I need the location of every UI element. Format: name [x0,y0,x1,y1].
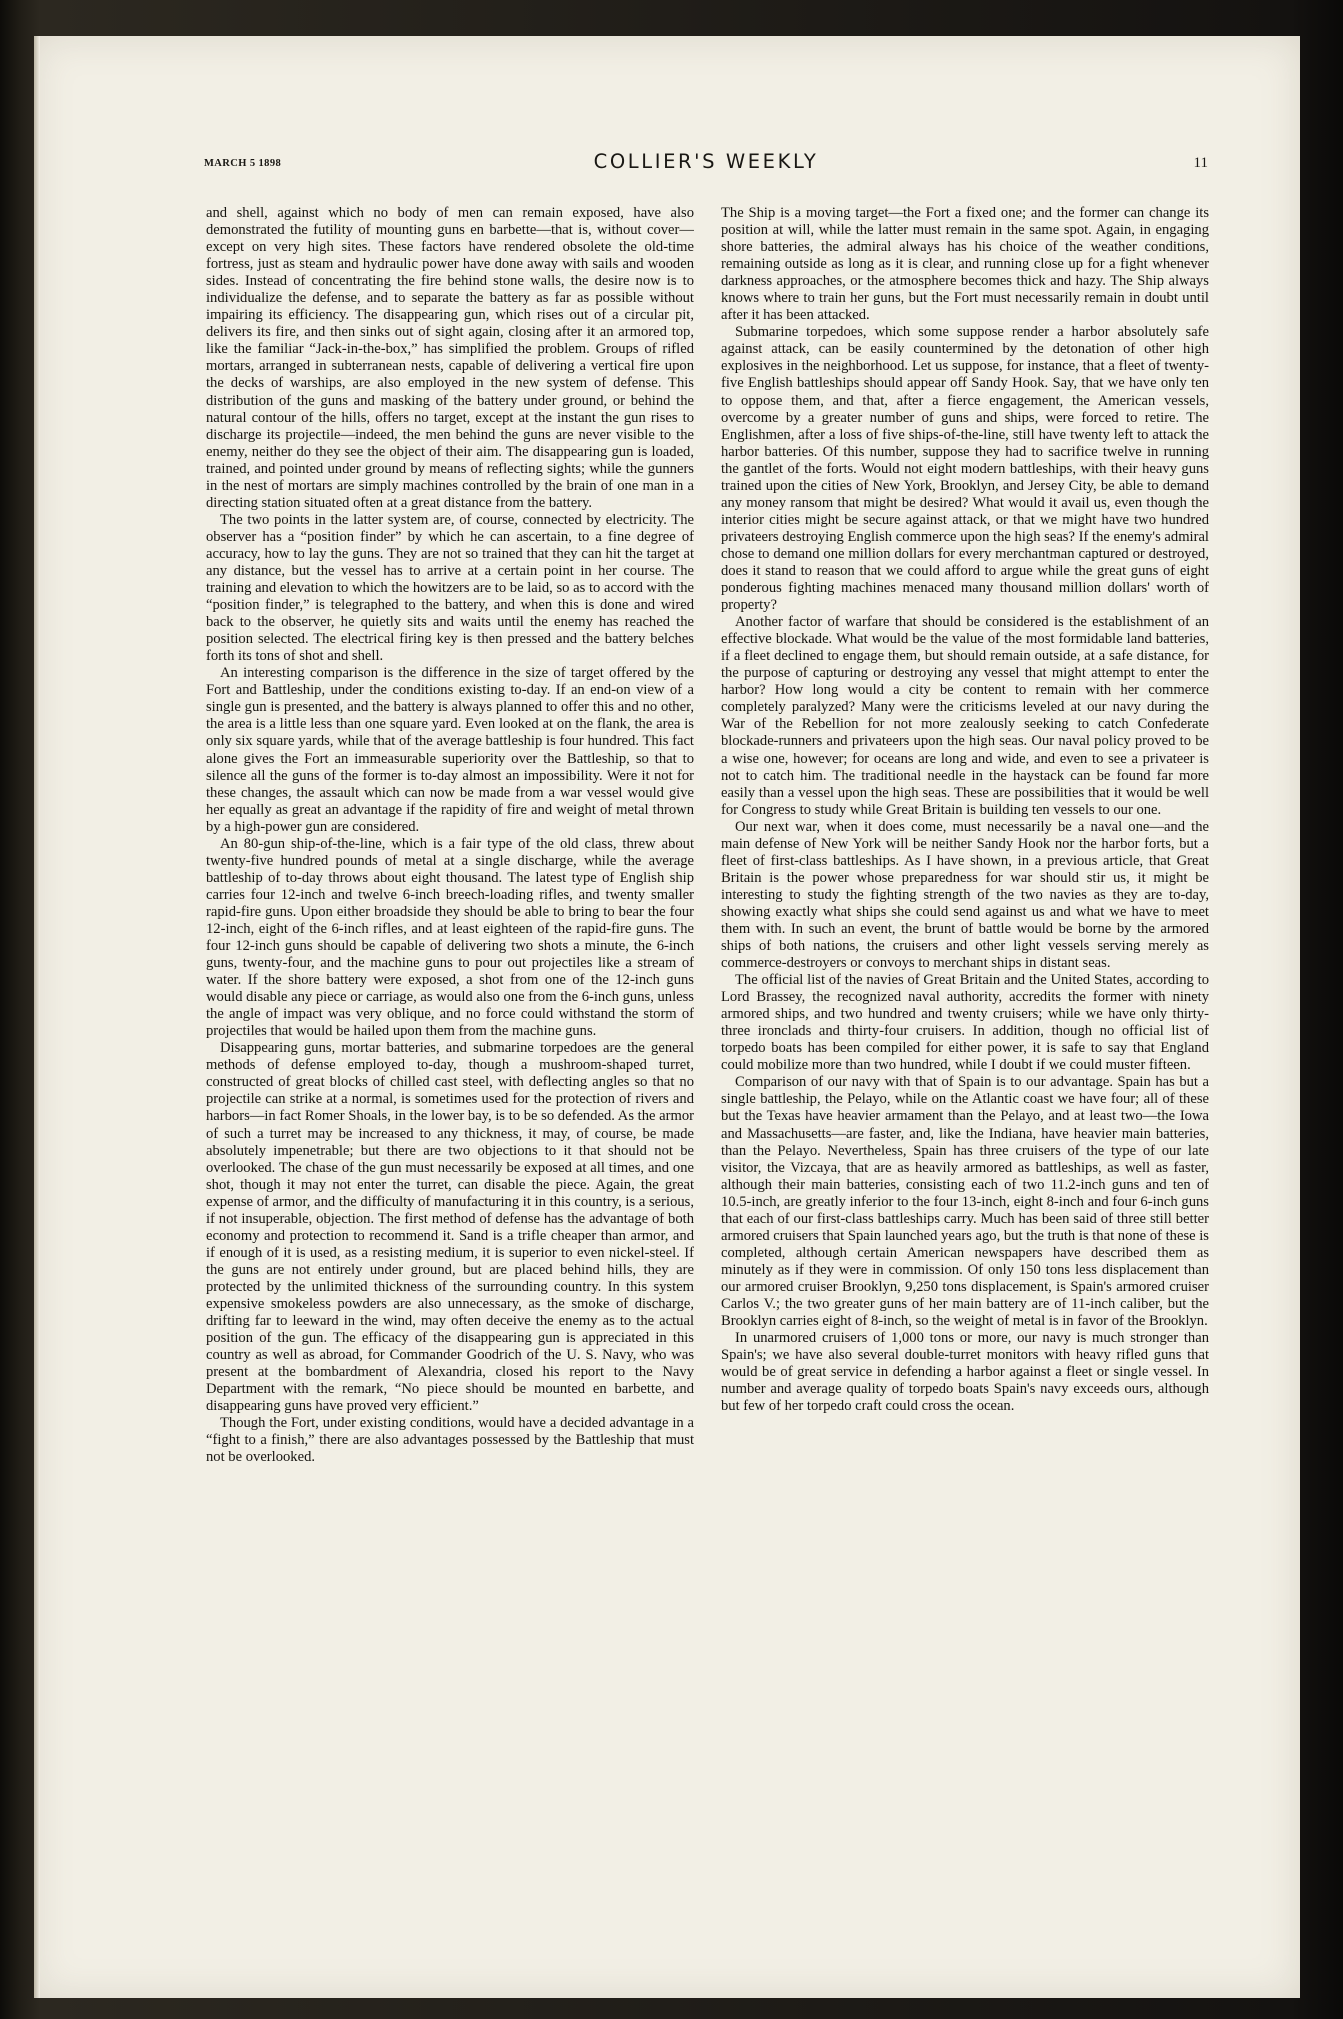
page-header [204,150,1208,178]
paragraph: In unarmored cruisers of 1,000 tons or more, our navy is much stronger than Spain's; we have also several double-turret monitors with heavy rifled guns that would be of great service in defending a harbor against a fleet or single vessel. In number and average quality of torpedo boats Spain's navy exceeds ours, although but few of her torpedo craft could cross the ocean. [721,1330,1209,1415]
right-column [721,205,1209,1845]
paragraph: The Ship is a moving target—the Fort a fixed one; and the former can change its position at will, while the latter must remain in the same spot. Again, in engaging shore batteries, the admiral always has his choice of the weather conditions, remaining outside as long as it is clear, and running close up for a fight whenever darkness approaches, or the atmosphere becomes thick and hazy. The Ship always knows where to train her guns, but the Fort must necessarily remain in doubt until after it has been attacked. [721,205,1209,324]
masthead-title: COLLIER'S WEEKLY [593,150,819,173]
paragraph: Submarine torpedoes, which some suppose render a harbor absolutely safe against attack, can be easily countermined by the detonation of other high explosives in the neighborhood. Let us suppose, for instance, that a fleet of twenty-five English battleships should appear off Sandy Hook. Say, that we have only ten to oppose them, and that, after a fierce engagement, the American vessels, overcome by a greater number of guns and ships, were forced to retire. The Englishmen, after a loss of five ships-of-the-line, still have twenty left to attack the harbor batteries. Of this number, suppose they had to sacrifice twelve in running the gantlet of the forts. Would not eight modern battleships, with their heavy guns trained upon the cities of New York, Brooklyn, and Jersey City, be able to demand any money ransom that might be desired? What would it avail us, even though the interior cities might be secure against attack, or that we might have two hundred privateers destroying English commerce upon the high seas? If the enemy's admiral chose to demand one million dollars for every merchantman captured or destroyed, does it stand to reason that we could afford to argue while the great guns of eight ponderous fighting machines menaced many thousand million dollars' worth of property? [721,324,1209,614]
paragraph: and shell, against which no body of men can remain exposed, have also demonstrated the futility of mounting guns en barbette—that is, without cover—except on very high sites. These factors have rendered obsolete the old-time fortress, just as steam and hydraulic power have done away with sails and wooden sides. Instead of concentrating the fire behind stone walls, the desire now is to individualize the defense, and to separate the battery as far as possible without impairing its efficiency. The disappearing gun, which rises out of a circular pit, delivers its fire, and then sinks out of sight again, closing after it an armored top, like the familiar “Jack-in-the-box,” has simplified the problem. Groups of rifled mortars, arranged in subterranean nests, capable of delivering a vertical fire upon the decks of warships, are also employed in the new system of defense. This distribution of the guns and masking of the battery under ground, or behind the natural contour of the hills, offers no target, except at the instant the gun rises to discharge its projectile—indeed, the men behind the guns are never visible to the enemy, neither do they see the object of their aim. The disappearing gun is loaded, trained, and pointed under ground by means of reflecting sights; while the gunners in the nest of mortars are simply machines controlled by the brain of one man in a directing station situated often at a great distance from the battery. [206,205,694,511]
issue-date: MARCH 5 1898 [204,158,282,169]
paragraph: An interesting comparison is the difference in the size of target offered by the Fort and Battleship, under the conditions existing to-day. If an end-on view of a single gun is presented, and the battery is always planned to offer this and no other, the area is a little less than one square yard. Even looked at on the flank, the area is only six square yards, while that of the average battleship is four hundred. This fact alone gives the Fort an immeasurable superiority over the Battleship, so that to silence all the guns of the former is to-day almost an impossibility. Were it not for these changes, the assault which can now be made from a war vessel would give her equally as great an advantage if the rapidity of fire and weight of metal thrown by a high-power gun are considered. [206,665,694,835]
paragraph: Though the Fort, under existing conditions, would have a decided advantage in a “fight to a finish,” there are also advantages possessed by the Battleship that must not be overlooked. [206,1415,694,1466]
paragraph: The two points in the latter system are, of course, connected by electricity. The observer has a “position finder” by which he can ascertain, to a fine degree of accuracy, how to lay the guns. They are not so trained that they can hit the target at any distance, but the vessel has to arrive at a certain point in her course. The training and elevation to which the howitzers are to be laid, so as to accord with the “position finder,” is telegraphed to the battery, and when this is done and wired back to the observer, he quietly sits and waits until the enemy has reached the position selected. The electrical firing key is then pressed and the battery belches forth its tons of shot and shell. [206,511,694,665]
left-column [206,205,694,1845]
page-binding-edge [34,36,40,1998]
paragraph: Comparison of our navy with that of Spain is to our advantage. Spain has but a single battleship, the Pelayo, while on the Atlantic coast we have four; all of these but the Texas have heavier armament than the Pelayo, and at least two—the Iowa and Massachusetts—are faster, and, like the Indiana, have heavier main batteries, than the Pelayo. Nevertheless, Spain has three cruisers of the type of our late visitor, the Vizcaya, that are as heavily armored as battleships, as well as faster, although their main batteries, consisting each of two 11.2-inch guns and ten of 10.5-inch, are greatly inferior to the four 13-inch, eight 8-inch and four 6-inch guns that each of our first-class battleships carry. Much has been said of three still better armored cruisers that Spain launched years ago, but the truth is that none of these is completed, although certain American newspapers have described them as minutely as if they were in commission. Of only 150 tons less displacement than our armored cruiser Brooklyn, 9,250 tons displacement, is Spain's armored cruiser Carlos V.; the two greater guns of her main battery are of 11-inch caliber, but the Brooklyn carries eight of 8-inch, so the weight of metal is in favor of the Brooklyn. [721,1074,1209,1330]
paragraph: Another factor of warfare that should be considered is the establishment of an effective blockade. What would be the value of the most formidable land batteries, if a fleet declined to engage them, but should remain outside, at a safe distance, for the purpose of capturing or destroying any vessel that might attempt to enter the harbor? How long would a city be content to remain with her commerce completely paralyzed? Many were the criticisms leveled at our navy during the War of the Rebellion for not more zealously seeking to catch Confederate blockade-runners and privateers upon the high seas. Our naval policy proved to be a wise one, however; for oceans are long and wide, and even to see a privateer is not to catch him. The traditional needle in the haystack can be found far more easily than a vessel upon the high seas. These are possibilities that it would be well for Congress to study while Great Britain is building ten vessels to our one. [721,614,1209,818]
paragraph: The official list of the navies of Great Britain and the United States, according to Lord Brassey, the recognized naval authority, accredits the former with ninety armored ships, and two hundred and twenty cruisers; while we have only thirty-three ironclads and thirty-four cruisers. In addition, though no official list of torpedo boats has been compiled for either power, it is safe to say that England could mobilize more than two hundred, while I doubt if we could muster fifteen. [721,972,1209,1074]
paragraph: Disappearing guns, mortar batteries, and submarine torpedoes are the general methods of defense employed to-day, though a mushroom-shaped turret, constructed of great blocks of chilled cast steel, with deflecting angles so that no projectile can strike at a normal, is sometimes used for the protection of rivers and harbors—in fact Romer Shoals, in the lower bay, is to be so defended. As the armor of such a turret may be increased to any thickness, it may, of course, be made absolutely impenetrable; but there are two objections to it that should not be overlooked. The chase of the gun must necessarily be exposed at all times, and one shot, though it may not enter the turret, can disable the piece. Again, the great expense of armor, and the difficulty of manufacturing it in this country, is a serious, if not insuperable, objection. The first method of defense has the advantage of both economy and protection to recommend it. Sand is a trifle cheaper than armor, and if enough of it is used, as a resisting medium, it is superior to even nickel-steel. If the guns are not entirely under ground, but are placed behind hills, they are protected by the unlimited thickness of the surrounding country. In this system expensive smokeless powders are also unnecessary, as the smoke of discharge, drifting far to leeward in the wind, may often deceive the enemy as to the actual position of the gun. The efficacy of the disappearing gun is appreciated in this country as well as abroad, for Commander Goodrich of the U. S. Navy, who was present at the bombardment of Alexandria, closed his report to the Navy Department with the remark, “No piece should be mounted en barbette, and disappearing guns have proved very efficient.” [206,1040,694,1415]
paragraph: An 80-gun ship-of-the-line, which is a fair type of the old class, threw about twenty-five hundred pounds of metal at a single discharge, while the average battleship of to-day throws about eight thousand. The latest type of English ship carries four 12-inch and twelve 6-inch breech-loading rifles, and twenty smaller rapid-fire guns. Upon either broadside they should be able to bring to bear the four 12-inch, eight of the 6-inch rifles, and at least eighteen of the rapid-fire guns. The four 12-inch guns should be capable of delivering two shots a minute, the 6-inch guns, twenty-four, and the machine guns to pour out projectiles like a stream of water. If the shore battery were exposed, a shot from one of the 12-inch guns would disable any piece or carriage, as would also one from the 6-inch guns, unless the angle of impact was very oblique, and no force could withstand the storm of projectiles that would be hailed upon them from the machine guns. [206,835,694,1040]
page-number: 11 [1193,155,1208,171]
paragraph: Our next war, when it does come, must necessarily be a naval one—and the main defense of New York will be neither Sandy Hook nor the harbor forts, but a fleet of first-class battleships. As I have shown, in a previous article, that Great Britain is the power whose preparedness for war should stir us, it might be interesting to study the fighting strength of the two navies as they are to-day, showing exactly what ships she could send against us and what we have to meet them with. In such an event, the brunt of battle would be borne by the armored ships of both nations, the cruisers and other light vessels serving merely as commerce-destroyers or convoys to merchant ships in distant seas. [721,818,1209,972]
